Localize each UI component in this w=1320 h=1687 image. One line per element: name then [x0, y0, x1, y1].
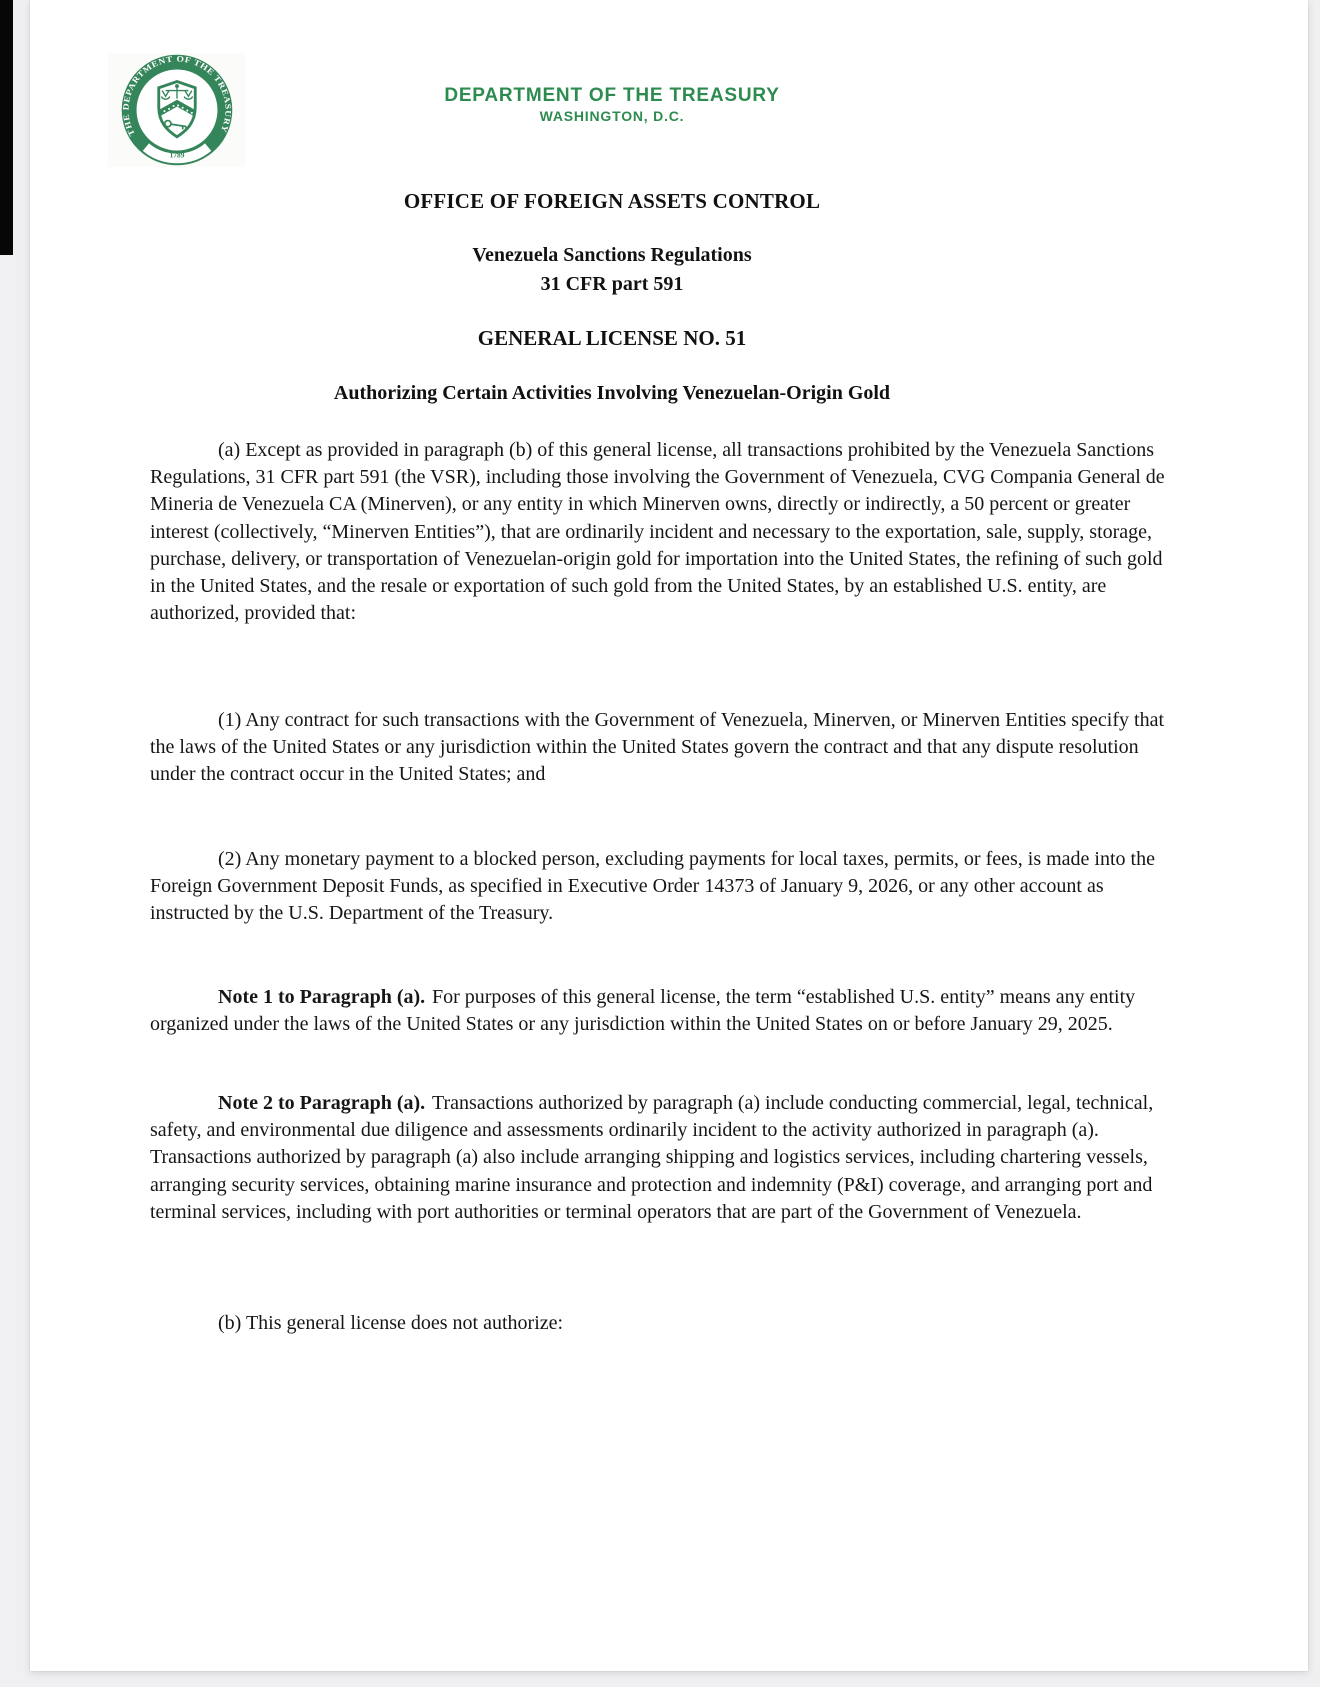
seal-year: 1789 [169, 150, 185, 160]
paragraph-a2: (2) Any monetary payment to a blocked person, excluding payments for local taxes, permits, or fees, is made into the Foreign Government Deposit Funds, as specified in Executive Order 14373 of January 9, 2026, or any other account as instructed by the U.S. Department of the Treasury. [150, 848, 1155, 925]
note-1-text: For purposes of this general license, the term “established U.S. entity” means any entity organized under the laws of the United States or any jurisdiction within the United States on or before January 29, 2025. [150, 986, 1136, 1036]
seal-ring-text: THE DEPARTMENT OF THE TREASURY [121, 54, 233, 138]
license-subject-title: Authorizing Certain Activities Involving Venezuelan-Origin Gold [333, 382, 891, 404]
note-2-text: Transactions authorized by paragraph (a) include conducting commercial, legal, technical, safety, and environmental due diligence and assessments ordinarily incident to the activity authorized in paragraph (a). Transactions authorized by paragraph (a) also include arranging shipping and logistics services, including chartering vessels, arranging security services, obtaining marine insurance and protection and indemnity (P&I) coverage, and arranging port and terminal services, including with port authorities or terminal operators that are part of the Government of Venezuela. [150, 1092, 1154, 1223]
regulation-title: Venezuela Sanctions Regulations [472, 244, 752, 266]
agency-name: DEPARTMENT OF THE TREASURY [444, 85, 780, 106]
note-1-paragraph [150, 984, 1175, 1038]
note-2-label: Note 2 to Paragraph (a). [218, 1092, 426, 1114]
license-number-title: GENERAL LICENSE NO. 51 [477, 326, 747, 350]
office-title: OFFICE OF FOREIGN ASSETS CONTROL [403, 189, 821, 213]
regulation-cfr-part: 31 CFR part 591 [540, 273, 684, 295]
paragraph-a1: (1) Any contract for such transactions with the Government of Venezuela, Minerven, or Minerven Entities specify that the laws of the United States or any jurisdiction within the United States govern the contract and that any dispute resolution under the contract occur in the United States; and [150, 709, 1165, 786]
agency-location: WASHINGTON, D.C. [539, 108, 685, 124]
note-1-label: Note 1 to Paragraph (a). [218, 986, 426, 1008]
note-2-paragraph [150, 1090, 1175, 1226]
paragraph-b: (b) This general license does not authorize: [218, 1312, 564, 1334]
scan-artifact-strip [0, 0, 13, 255]
paragraph-a: (a) Except as provided in paragraph (b) of this general license, all transactions prohibited by the Venezuela Sanctions Regulations, 31 CFR part 591 (the VSR), including those involving the Government of Venezuela, CVG Compania General de Mineria de Venezuela CA (Minerven), or any entity in which Minerven owns, directly or indirectly, a 50 percent or greater interest (collectively, “Minerven Entities”), that are ordinarily incident and necessary to the exportation, sale, supply, storage, purchase, delivery, or transportation of Venezuelan-origin gold for importation into the United States, the refining of such gold in the United States, and the resale or exportation of such gold from the United States, by an established U.S. entity, are authorized, provided that: [150, 439, 1165, 625]
